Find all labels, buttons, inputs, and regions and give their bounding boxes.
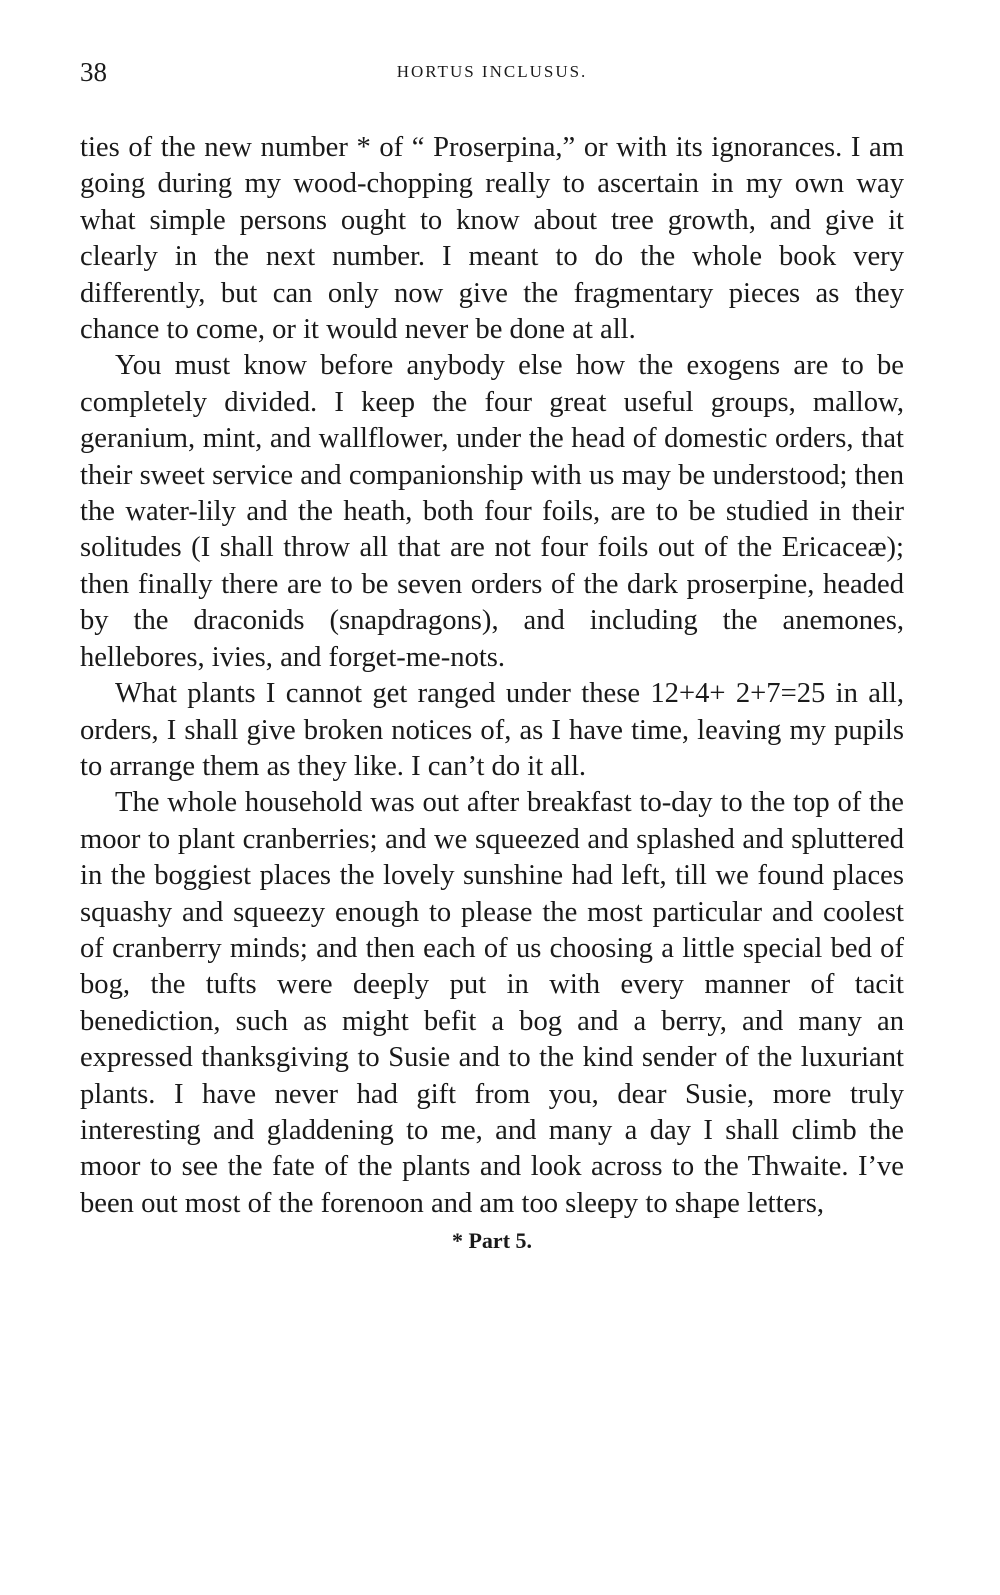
page-number: 38 <box>80 57 107 87</box>
paragraph-continued: ties of the new number * of “ Proserpina,” or with its ignorances. I am going during my wood-chopping really to ascertain in my own way what simple persons ought to know about tree growth, and give it clearly in the next number. I meant to do the whole book very differently, but can only now give the fragmentary pieces as they chance to come, or it would never be done at all. <box>80 132 904 346</box>
paragraph-plants-orders: What plants I cannot get ranged under these 12+4+ 2+7=25 in all, orders, I shall give broken notices of, as I have time, leaving my pupils to arrange them as they like. I can’t do it all. <box>80 678 904 782</box>
footnote: * Part 5. <box>451 1228 533 1254</box>
page-header <box>80 52 904 92</box>
running-head: HORTUS INCLUSUS. <box>396 62 588 81</box>
paragraph-exogens: You must know before anybody else how the exogens are to be completely divided. I keep the four great useful groups, mallow, geranium, mint, and wallflower, under the head of domestic orders, that their sweet service and companionship with us may be understood; then the water-lily and the heath, both four foils, are to be studied in their solitudes (I shall throw all that are not four foils out of the Ericaceæ); then finally there are to be seven orders of the dark proserpine, headed by the draconids (snapdragons), and including the anemones, hellebores, ivies, and forget-me-nots. <box>80 350 904 673</box>
body-text <box>80 130 904 1222</box>
paragraph-cranberries: The whole household was out after breakfast to-day to the top of the moor to plant cranberries; and we squeezed and splashed and spluttered in the boggiest places the lovely sunshine had left, till we found places squashy and squeezy enough to please the most particular and coolest of cranberry minds; and then each of us choosing a little special bed of bog, the tufts were deeply put in with every manner of tacit benediction, such as might befit a bog and a berry, and many an expressed thanksgiving to Susie and to the kind sender of the luxuriant plants. I have never had gift from you, dear Susie, more truly interesting and gladdening to me, and many a day I shall climb the moor to see the fate of the plants and look across to the Thwaite. I’ve been out most of the forenoon and am too sleepy to shape letters, <box>80 787 904 1219</box>
book-page <box>80 52 904 1256</box>
